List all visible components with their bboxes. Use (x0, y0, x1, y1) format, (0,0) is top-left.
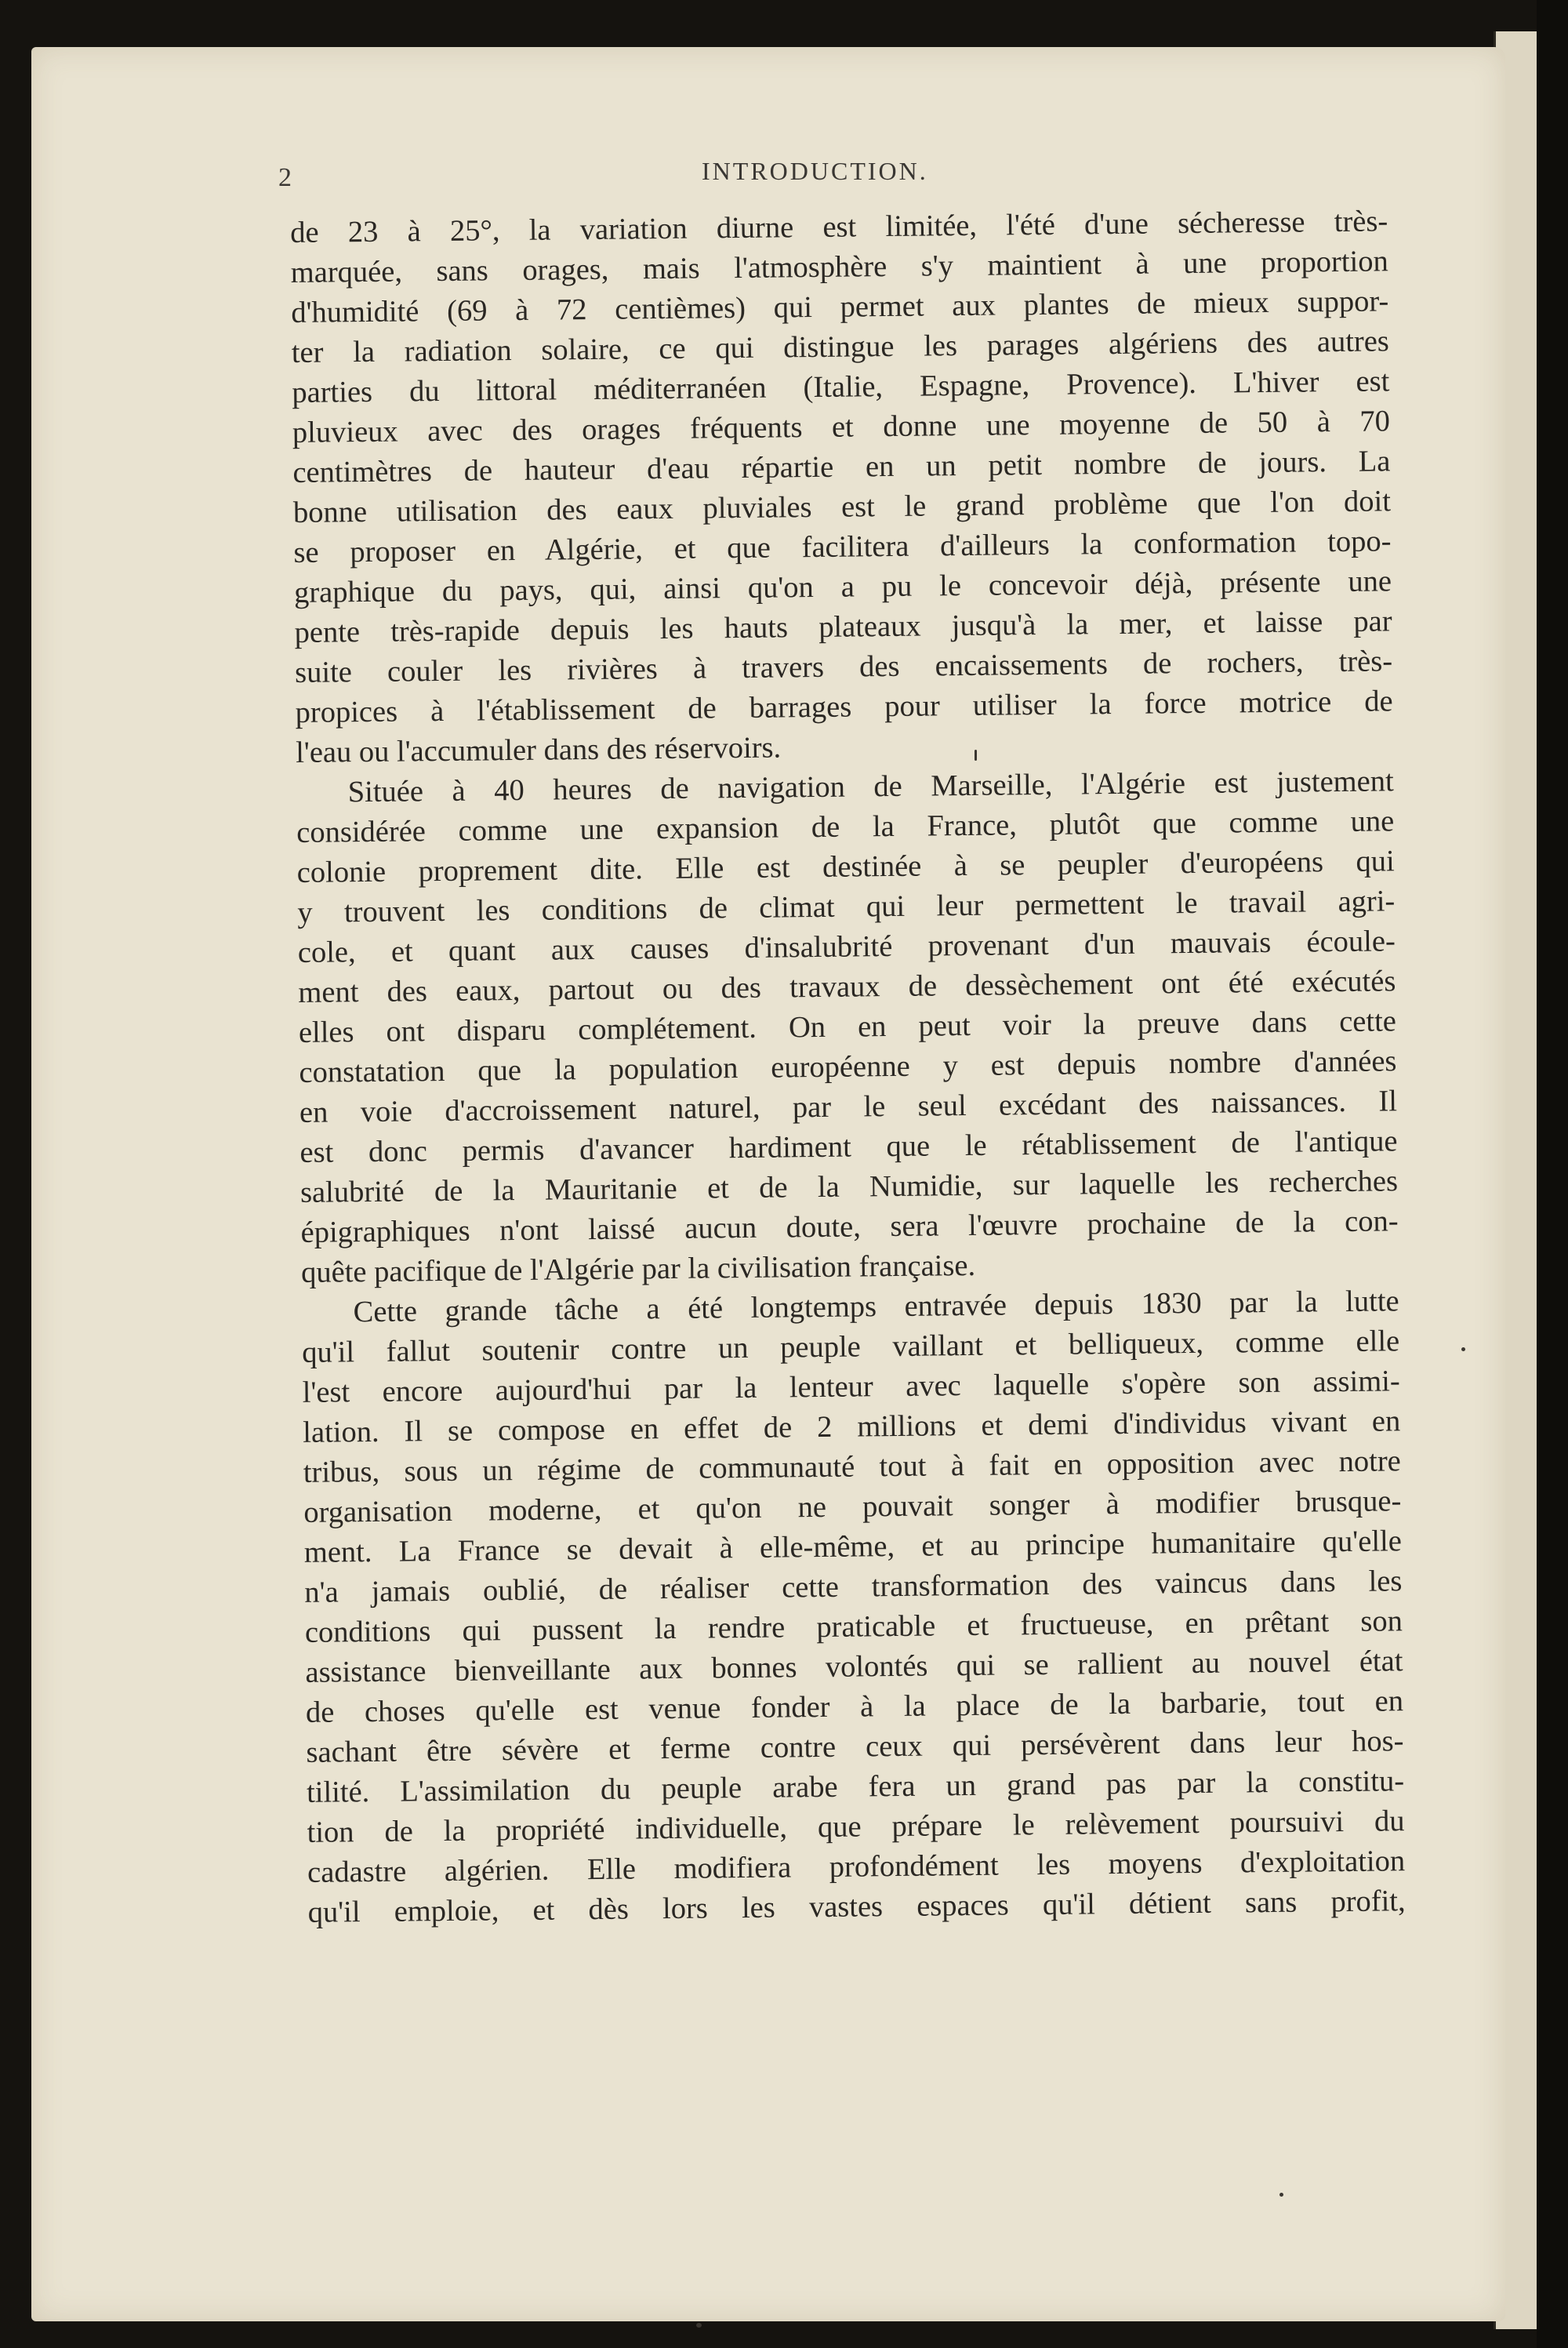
text-line: propices à l'établissement de barrages pour utiliser la force motrice de (295, 685, 1393, 729)
text-line: ment des eaux, partout ou des travaux de dessèchement ont été exécutés (298, 965, 1396, 1009)
text-line: d'humidité (69 à 72 centièmes) qui permet aux plantes de mieux suppor- (291, 285, 1389, 329)
text-line: en voie d'accroissement naturel, par le seul excédant des naissances. Il (299, 1085, 1398, 1129)
text-line: considérée comme une expansion de la France, plutôt que comme une (296, 805, 1395, 849)
text-line: centimètres de hauteur d'eau répartie en un petit nombre de jours. La (292, 445, 1391, 489)
text-line: n'a jamais oublié, de réaliser cette transformation des vaincus dans les (304, 1565, 1403, 1609)
text-line: suite couler les rivières à travers des encaissements de rochers, très- (294, 645, 1393, 689)
text-line: sachant être sévère et ferme contre ceux qui persévèrent dans leur hos- (306, 1725, 1404, 1769)
text-line: se proposer en Algérie, et que facilitera d'ailleurs la conformation topo- (293, 525, 1392, 569)
text-line: cadastre algérien. Elle modifiera profondément les moyens d'exploitation (307, 1845, 1406, 1889)
ink-speck (696, 2323, 702, 2328)
text-line: quête pacifique de l'Algérie par la civilisation française. (300, 1249, 976, 1289)
text-line: colonie proprement dite. Elle est destinée à se peupler d'européens qui (296, 845, 1395, 889)
text-line: organisation moderne, et qu'on ne pouvait songer à modifier brusque- (303, 1485, 1402, 1529)
text-line: graphique du pays, qui, ainsi qu'on a pu le concevoir déjà, présente une (293, 565, 1392, 609)
ink-speck (1279, 2193, 1283, 2197)
text-line: assistance bienveillante aux bonnes volontés qui se rallient au nouvel état (305, 1645, 1403, 1689)
text-line: parties du littoral méditerranéen (Italie, Espagne, Provence). L'hiver est (292, 365, 1390, 409)
text-line: tion de la propriété individuelle, que prépare le relèvement poursuivi du (307, 1805, 1405, 1849)
text-line: marquée, sans orages, mais l'atmosphère s'y maintient à une proportion (290, 245, 1388, 289)
text-line: salubrité de la Mauritanie et de la Numidie, sur laquelle les recherches (299, 1165, 1399, 1209)
text-line: conditions qui pussent la rendre praticable et fructueuse, en prêtant son (304, 1605, 1403, 1649)
text-line: pente très-rapide depuis les hauts plateaux jusqu'à la mer, et laisse par (294, 605, 1392, 649)
text-line: l'eau ou l'accumuler dans des réservoirs. (295, 731, 782, 769)
text-line: ment. La France se devait à elle-même, et au principe humanitaire qu'elle (303, 1525, 1403, 1569)
text-line: l'est encore aujourd'hui par la lenteur avec laquelle s'opère son assimi- (302, 1365, 1400, 1409)
text-line: cole, et quant aux causes d'insalubrité provenant d'un mauvais écoule- (297, 925, 1396, 969)
ink-speck (1461, 1347, 1465, 1351)
text-line: lation. Il se compose en effet de 2 millions et demi d'individus vivant en (303, 1405, 1401, 1449)
page-header (278, 157, 1392, 204)
running-title: INTRODUCTION. (702, 157, 928, 185)
ink-speck (975, 750, 977, 761)
text-line: constatation que la population européenne y est depuis nombre d'années (299, 1045, 1397, 1089)
text-line: bonne utilisation des eaux pluviales est le grand problème que l'on doit (292, 485, 1392, 529)
text-line: Située à 40 heures de navigation de Marseille, l'Algérie est justement (347, 765, 1394, 809)
text-line: épigraphiques n'ont laissé aucun doute, sera l'œuvre prochaine de la con- (300, 1205, 1399, 1249)
binding-shadow (1537, 0, 1568, 2348)
text-line: y trouvent les conditions de climat qui leur permettent le travail agri- (297, 885, 1396, 929)
text-line: tilité. L'assimilation du peuple arabe fera un grand pas par la constitu- (306, 1765, 1405, 1809)
text-line: tribus, sous un régime de communauté tout à fait en opposition avec notre (303, 1445, 1401, 1489)
page-number: 2 (278, 163, 292, 192)
text-line: ter la radiation solaire, ce qui distingue les parages algériens des autres (291, 325, 1390, 369)
text-line: qu'il emploie, et dès lors les vastes espaces qu'il détient sans profit, (307, 1885, 1406, 1929)
text-line: Cette grande tâche a été longtemps entravée depuis 1830 par la lutte (353, 1285, 1399, 1329)
text-line: elles ont disparu complétement. On en peut voir la preuve dans cette (298, 1005, 1397, 1049)
body-text (290, 202, 1406, 1933)
text-line: de choses qu'elle est venue fonder à la place de la barbarie, tout en (305, 1685, 1404, 1729)
text-line: qu'il fallut soutenir contre un peuple vaillant et belliqueux, comme elle (301, 1325, 1400, 1369)
text-line: pluvieux avec des orages fréquents et donne une moyenne de 50 à 70 (292, 405, 1391, 449)
text-line: de 23 à 25°, la variation diurne est limitée, l'été d'une sécheresse très- (290, 205, 1388, 249)
text-line: est donc permis d'avancer hardiment que le rétablissement de l'antique (299, 1125, 1398, 1169)
